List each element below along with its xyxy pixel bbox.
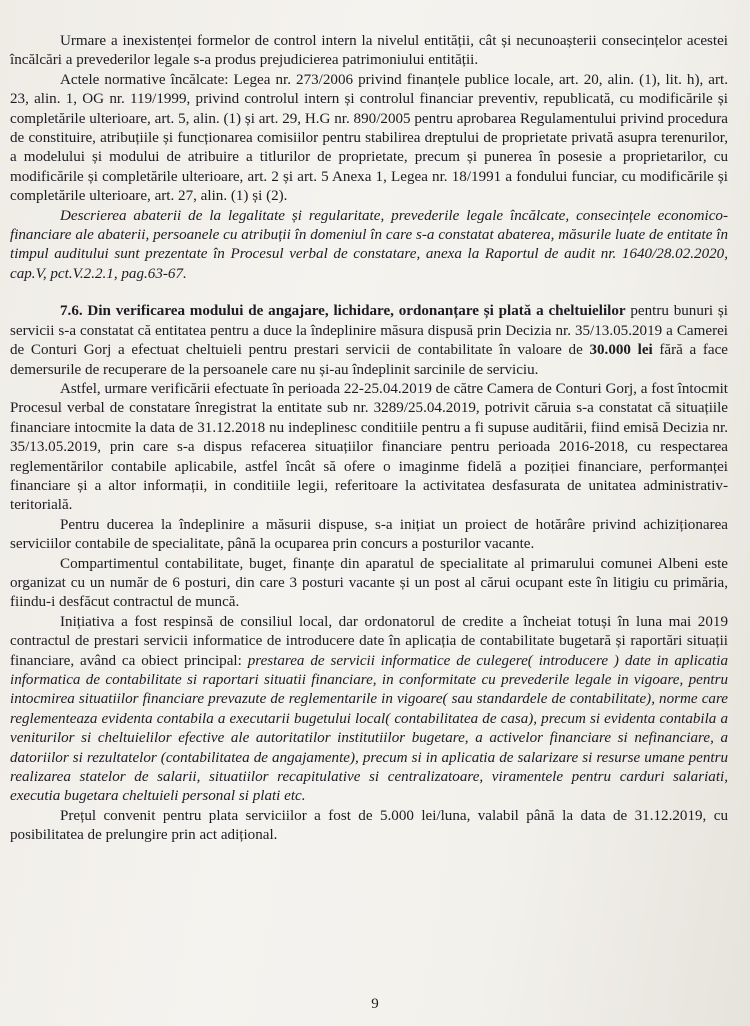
document-body xyxy=(10,32,728,846)
paragraph-description: Descrierea abaterii de la legalitate și regularitate, prevederile legale încălcate, consecințele economico-financiare ale abaterii, persoanele cu atribuții în domeniul în care s-a constatat abaterea, măsurile luate de entitate în timpul auditului sunt prezentate în Procesul verbal de constatare, anexa la Raportul de audit nr. 1640/28.02.2020, cap.V, pct.V.2.2.1, pag.63-67. xyxy=(10,207,728,282)
paragraph-section-7-6 xyxy=(10,302,728,380)
paragraph-contract xyxy=(10,613,728,807)
paragraph-consequences: Urmare a inexistenței formelor de control intern la nivelul entității, cât și necunoașterii consecințelor acestei încălcări a prevederilor legale s-a produs prejudicierea patrimoniului entității. xyxy=(10,33,728,69)
contract-text: Inițiativa a fost respinsă de consiliul local, dar ordonatorul de credite a încheiat totuși în luna mai 2019 contractul de prestari servicii informatice de introducere date în aplicația de contabilitate bugetară și raportări situații financiare, având ca obiect principal: xyxy=(10,613,728,669)
paragraph-price: Prețul convenit pentru plata serviciilor a fost de 5.000 lei/luna, valabil până la data de 31.12.2019, cu posibilitatea de prelungire prin act adițional. xyxy=(10,807,728,844)
amount-value: 30.000 lei xyxy=(589,342,653,359)
page-number: 9 xyxy=(371,996,379,1012)
section-text-b: fără a face demersurile de recuperare de la persoanele care nu și-au îndeplinit sarcinile de serviciu. xyxy=(10,342,728,378)
paragraph-normative-acts: Actele normative încălcate: Legea nr. 273/2006 privind finanțele publice locale, art. 20, alin. (1), lit. h), art. 23, alin. 1, OG nr. 119/1999, privind controlul intern și controlul financiar preventiv, republicată, cu modificările și completările ulterioare, art. 5, alin. (1) și art. 29, H.G nr. 890/2005 pentru aprobarea Regulamentului privind procedura de constituire, atribuțiile și funcționarea comisiilor pentru stabilirea dreptului de proprietate privată asupra terenurilor, a modelului și modului de atribuire a titlurilor de proprietate, precum și punerea în posesie a proprietarilor, cu modificările și completările ulterioare, art. 2 și art. 5 Anexa 1, Legea nr. 18/1991 a fondului funciar, cu modificările și completările ulterioare, art. 27, alin. (1) și (2). xyxy=(10,71,728,205)
paragraph-department: Compartimentul contabilitate, buget, finanțe din aparatul de specialitate al primarului comunei Albeni este organizat cu un număr de 6 posturi, din care 3 posturi vacante și un post al cărui ocupant este în litigiu cu primăria, fiindu-i desfăcut contractul de muncă. xyxy=(10,555,728,611)
paragraph-verification: Astfel, urmare verificării efectuate în perioada 22-25.04.2019 de către Camera de Conturi Gorj, a fost întocmit Procesul verbal de constatare înregistrat la entitate sub nr. 3289/25.04.2019, potrivit căruia s-a constatat că situațiile financiare intocmite la data de 31.12.2018 nu indeplinesc conditiile pentru a fi supuse auditării, fiind emisă Decizia nr. 35/13.05.2019, prin care s-a dispus refacerea situațiilor financiare pentru perioada 2016-2018, cu respectarea reglementărilor contabile aplicabile, astfel încât să ofere o imaginme fidelă a poziției financiare, performanței financiare și a altor informații, in conditiile legii, referitoare la activitatea desfasurata de unitatea administrativ-teritorială. xyxy=(10,380,728,514)
paragraph-initiative: Pentru ducerea la îndeplinire a măsurii dispuse, s-a inițiat un proiect de hotărâre privind achiziționarea serviciilor contabile de specialitate, până la ocuparea prin concurs a posturilor vacante. xyxy=(10,516,728,553)
section-heading: 7.6. Din verificarea modului de angajare, lichidare, ordonanțare și plată a cheltuielilor xyxy=(60,303,626,320)
section-gap xyxy=(10,284,728,302)
contract-object: prestarea de servicii informatice de culegere( introducere ) date in aplicatia informatica de contabilitate si raportari situatii financiare, in conformitate cu prevederile legale in vigoare, pentru intocmirea situatiilor financiare prevazute de reglementarile in vigoare( sau standardele de contabilitate), norme care reglementeaza evidenta contabila a executarii bugetului local( contabilitatea de casa), precum si evidenta contabila a veniturilor si cheltuielilor efective ale autoritatilor institutiilor bugetare, a activelor financiare si nefinanciare, a datoriilor si rezultatelor (contabilitatea de angajamente), precum si in aplicatia de salarizare si resurse umane pentru realizarea statelor de salarii, situatiilor recapitulative si centralizatoare, viramentele pentru carduri salariati, executia bugetara cheltuieli personal si plati etc. xyxy=(10,652,728,805)
section-text-a: pentru bunuri și servicii s-a constatat că entitatea pentru a duce la îndeplinire măsura dispusă prin Decizia nr. 35/13.05.2019 a Camerei de Conturi Gorj a efectuat cheltuieli pentru prestari servicii de contabilitate în valoare de xyxy=(10,303,728,359)
